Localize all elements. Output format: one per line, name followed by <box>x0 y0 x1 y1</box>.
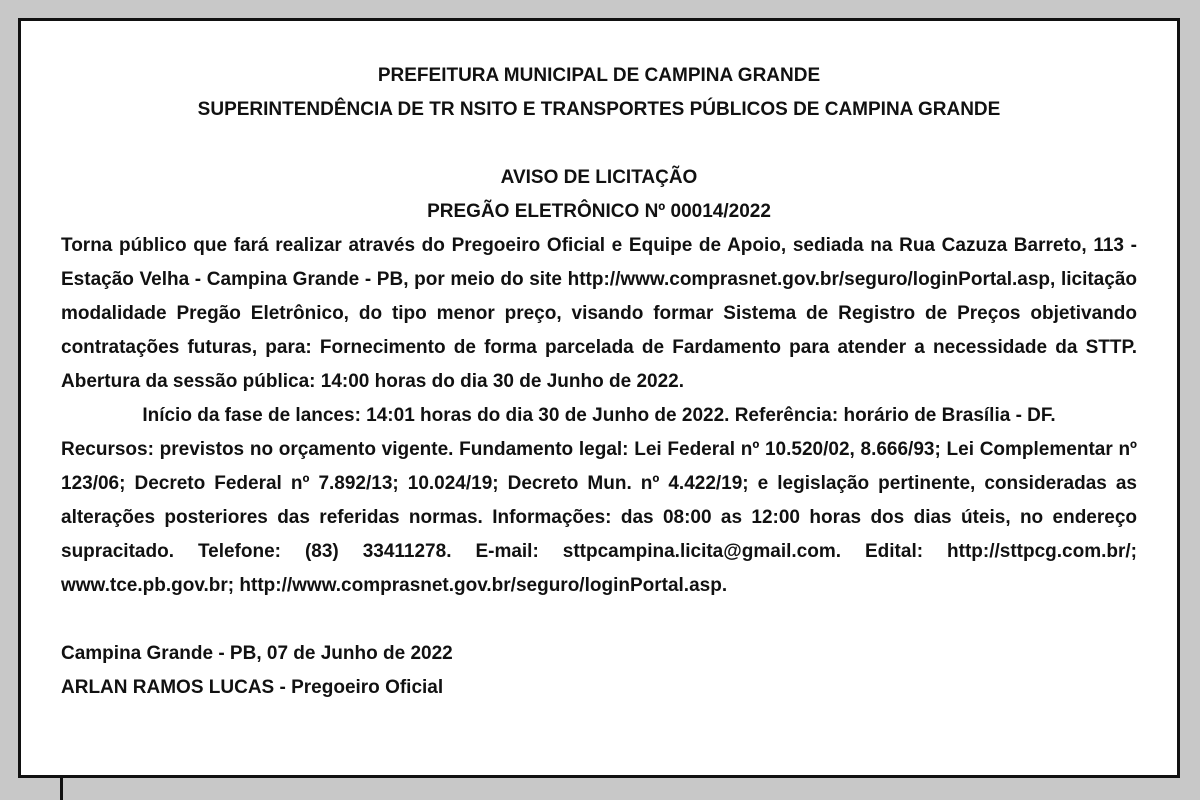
body-paragraph-2: Início da fase de lances: 14:01 horas do dia 30 de Junho de 2022. Referência: horário de Brasília - DF. <box>142 405 1056 426</box>
signer-name: ARLAN RAMOS LUCAS - Pregoeiro Oficial <box>61 677 444 698</box>
header-line-2: SUPERINTENDÊNCIA DE TR NSITO E TRANSPORTES PÚBLICOS DE CAMPINA GRANDE <box>197 99 1001 120</box>
notice-box <box>18 18 1180 778</box>
notice-subtitle: PREGÃO ELETRÔNICO Nº 00014/2022 <box>427 201 771 222</box>
notice-title: AVISO DE LICITAÇÃO <box>500 167 698 188</box>
body-paragraph-1: Torna público que fará realizar através do Pregoeiro Oficial e Equipe de Apoio, sediada na Rua Cazuza Barreto, 113 - Estação Velha - Campina Grande - PB, por meio do site http://www.comprasnet.gov.br/seguro/loginPortal.asp, licitação modalidade Pregão Eletrônico, do tipo menor preço, visando formar Sistema de Registro de Preços objetivando contratações futuras, para: Fornecimento de forma parcelada de Fardamento para atender a necessidade da STTP. Abertura da sessão pública: 14:00 horas do dia 30 de Junho de 2022. <box>61 235 1137 392</box>
header-line-1: PREFEITURA MUNICIPAL DE CAMPINA GRANDE <box>377 65 821 86</box>
margin-mark <box>60 778 63 800</box>
spacer <box>61 603 1137 637</box>
place-date: Campina Grande - PB, 07 de Junho de 2022 <box>61 643 453 664</box>
spacer <box>61 127 1137 161</box>
body-paragraph-3: Recursos: previstos no orçamento vigente. Fundamento legal: Lei Federal nº 10.520/02, 8.666/93; Lei Complementar nº 123/06; Decreto Federal nº 7.892/13; 10.024/19; Decreto Mun. nº 4.422/19; e legislação pertinente, consideradas as alterações posteriores das referidas normas. Informações: das 08:00 as 12:00 horas dos dias úteis, no endereço supracitado. Telefone: (83) 33411278. E-mail: sttpcampina.licita@gmail.com. Edital: http://sttpcg.com.br/; www.tce.pb.gov.br; http://www.comprasnet.gov.br/seguro/loginPortal.asp. <box>61 439 1137 596</box>
notice-content <box>61 59 1137 705</box>
